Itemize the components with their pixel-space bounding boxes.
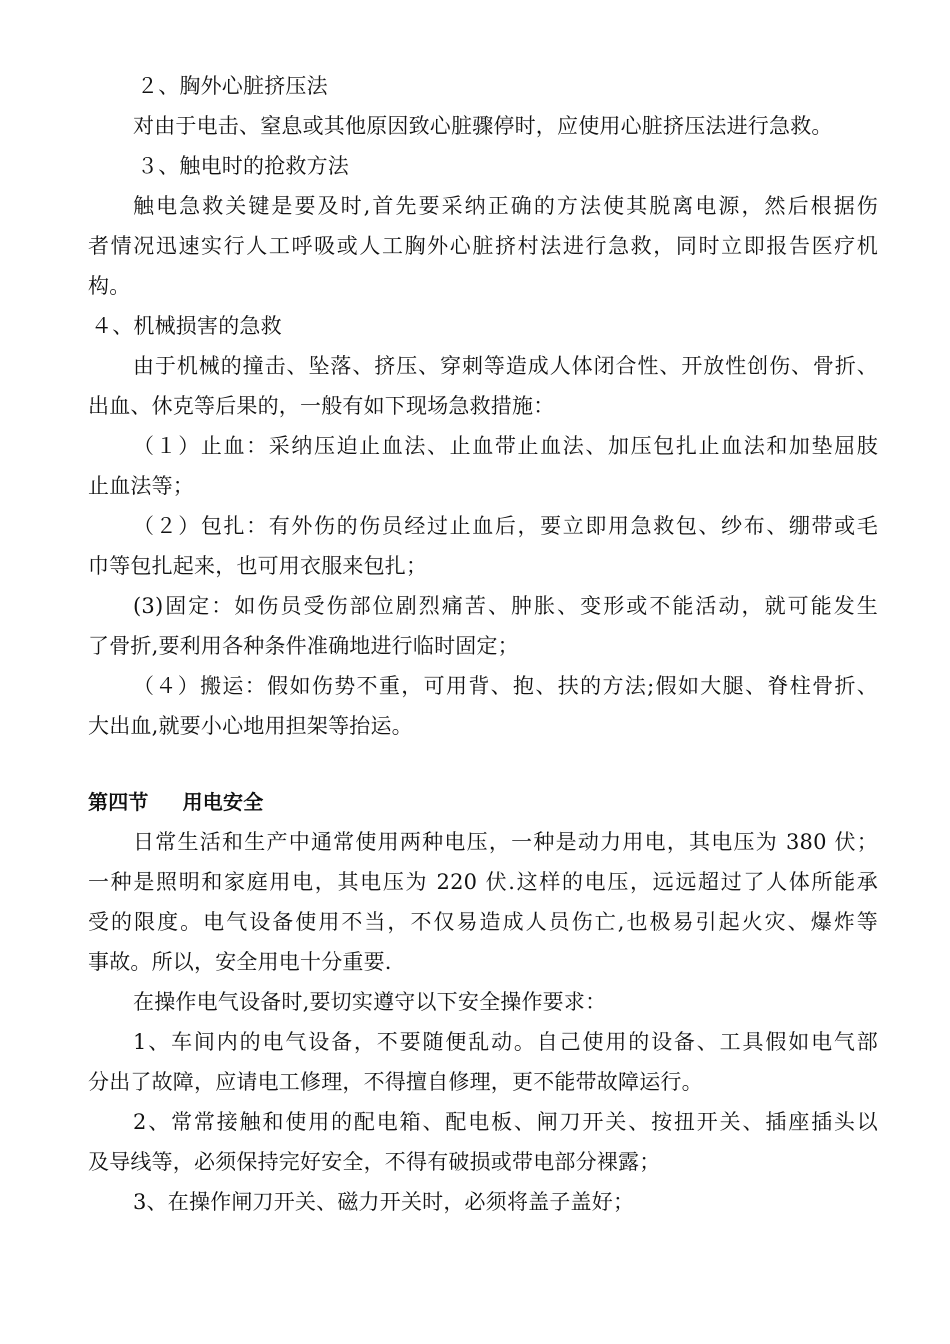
intro-line: 日常生活和生产中通常使用两种电压，一种是动力用电，其电压为 380 伏； (133, 830, 878, 854)
measure-line: 了骨折,要利用各种条件准确地进行临时固定； (88, 634, 519, 658)
rule-line: 2、常常接触和使用的配电箱、配电板、闸刀开关、按扭开关、插座插头以 (133, 1110, 878, 1134)
item3-line: 者情况迅速实行人工呼吸或人工胸外心脏挤村法进行急救，同时立即报告医疗机 (88, 234, 878, 258)
section-title: 用电安全 (182, 790, 264, 814)
measure-line: 大出血,就要小心地用担架等抬运。 (88, 714, 413, 738)
item3-line: 触电急救关键是要及时,首先要采纳正确的方法使其脱离电源，然后根据伤 (133, 194, 878, 218)
measure-line: （１）止血：采纳压迫止血法、止血带止血法、加压包扎止血法和加垫屈肢 (133, 434, 878, 458)
measure-line: 止血法等； (88, 474, 194, 498)
rule-line: 3、在操作闸刀开关、磁力开关时，必须将盖子盖好； (133, 1190, 635, 1214)
item2-text: 对由于电击、窒息或其他原因致心脏骤停时，应使用心脏挤压法进行急救。 (133, 114, 833, 138)
item4-line: 出血、休克等后果的，一般有如下现场急救措施： (88, 394, 555, 418)
measure-line: （４）搬运：假如伤势不重，可用背、抱、扶的方法;假如大腿、脊柱骨折、 (133, 674, 878, 698)
rule-line: 及导线等，必须保持完好安全，不得有破损或带电部分裸露； (88, 1150, 661, 1174)
intro-line: 事故。所以，安全用电十分重要. (88, 950, 392, 974)
intro-line: 受的限度。电气设备使用不当，不仅易造成人员伤亡,也极易引起火灾、爆炸等 (88, 910, 878, 934)
requirements-intro: 在操作电气设备时,要切实遵守以下安全操作要求： (133, 990, 607, 1014)
measure-line: (3)固定：如伤员受伤部位剧烈痛苦、肿胀、变形或不能活动，就可能发生 (133, 594, 878, 618)
item4-title: ４、机械损害的急救 (91, 314, 282, 338)
item4-line: 由于机械的撞击、坠落、挤压、穿刺等造成人体闭合性、开放性创伤、骨折、 (133, 354, 878, 378)
measure-line: 巾等包扎起来，也可用衣服来包扎； (88, 554, 428, 578)
intro-line: 一种是照明和家庭用电，其电压为 220 伏.这样的电压，远远超过了人体所能承 (88, 870, 878, 894)
item2-title: ２、胸外心脏挤压法 (137, 74, 328, 98)
section-number: 第四节 (88, 790, 149, 814)
item3-line: 构。 (88, 274, 131, 298)
section-heading (88, 782, 878, 822)
rule-line: 分出了故障，应请电工修理，不得擅自修理，更不能带故障运行。 (88, 1070, 703, 1094)
rule-line: 1、车间内的电气设备，不要随便乱动。自己使用的设备、工具假如电气部 (133, 1030, 878, 1054)
item3-title: ３、触电时的抢救方法 (137, 154, 349, 178)
measure-line: （２）包扎：有外伤的伤员经过止血后，要立即用急救包、纱布、绷带或毛 (133, 514, 878, 538)
